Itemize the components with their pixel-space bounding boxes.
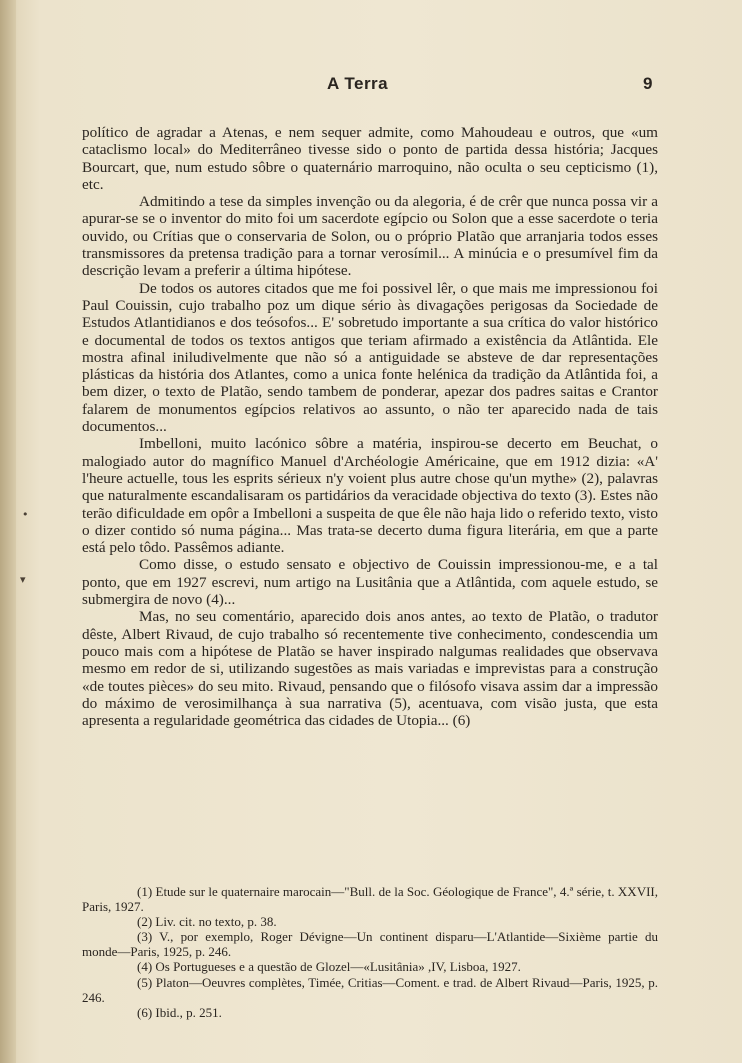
running-header: [0, 74, 742, 98]
margin-mark-icon: ▾: [20, 573, 26, 586]
page-number: 9: [643, 74, 653, 93]
margin-mark-icon: •: [22, 508, 29, 521]
footnote: (3) V., por exemplo, Roger Dévigne—Un continent disparu—L'Atlantide—Sixième partie du monde—Paris, 1925, p. 246.: [82, 929, 658, 960]
footnote: (4) Os Portugueses e a questão de Glozel—«Lusitânia» ,IV, Lisboa, 1927.: [137, 959, 521, 975]
paragraph: Admitindo a tese da simples invenção ou da alegoria, é de crêr que nunca possa vir a apurar-se se o inventor do mito foi um sacerdote egípcio ou Solon que a esse sacerdote o teria ouvido, ou Crítias que o conservaria de Solon, ou o próprio Platão que arranjaria todos esses transmissores da pretensa tradição para a tornar verosímil... A minúcia e o presumível fim da descrição levam a preferir a última hipótese.: [82, 193, 658, 280]
paragraph: Imbelloni, muito lacónico sôbre a matéria, inspirou-se decerto em Beuchat, o malogiado autor do magnífico Manuel d'Archéologie Américaine, que em 1912 dizia: «A' l'heure actuelle, tous les esprits sérieux n'y voient plus autre chose qu'un mythe» (2), palavras que naturalmente escandalisaram os partidários da veracidade objectiva do texto (3). Estes não terão dificuldade em opôr a Imbelloni a suspeita de que êle não haja lido o referido texto, visto o dizer contido só numa página... Mas trata-se decerto duma figura literária, em que a parte está pelo tôdo. Passêmos adiante.: [82, 435, 658, 557]
paragraph: Como disse, o estudo sensato e objectivo de Couissin impressionou-me, e a tal ponto, que em 1927 escrevi, num artigo na Lusitânia que a Atlântida, com aquele estudo, se submergira de novo (4)...: [82, 556, 658, 609]
footnote: (1) Etude sur le quaternaire marocain—"Bull. de la Soc. Géologique de France", 4.ª série, t. XXVII, Paris, 1927.: [82, 884, 658, 915]
running-title: A Terra: [327, 74, 389, 93]
footnote: (2) Liv. cit. no texto, p. 38.: [137, 914, 277, 930]
footnote: (5) Platon—Oeuvres complètes, Timée, Critias—Coment. e trad. de Albert Rivaud—Paris, 1925, p. 246.: [82, 974, 658, 1005]
page-binding-edge: [0, 0, 16, 1063]
main-text: [82, 124, 658, 729]
footnotes: [82, 884, 658, 1020]
paragraph: Mas, no seu comentário, aparecido dois anos antes, ao texto de Platão, o tradutor dêste, Albert Rivaud, de cujo trabalho só recentemente tive conhecimento, condescendia um pouco mais com a hipótese de Platão se haver inspirado nalgumas realidades que observava mesmo em redor de si, utilizando sugestões as mais variadas e imprevistas para a construção «de toutes pièces» do seu mito. Rivaud, pensando que o filósofo visava assim dar a impressão do máximo de verosimilhança à sua narrativa (5), acentuava, com visão justa, que esta apresenta a regularidade geométrica das cidades de Utopia... (6): [82, 608, 658, 730]
paragraph: De todos os autores citados que me foi possivel lêr, o que mais me impressionou foi Paul Couissin, cujo trabalho poz um dique sério às divagações perigosas da Sociedade de Estudos Atlantidianos e dos teósofos... E' sobretudo importante a sua crítica do valor histórico e documental de todos os textos antigos que teriam afirmado a existência da Atlântida. Ele mostra afinal iniludivelmente que não só a antiguidade se absteve de dar representações plásticas da história dos Atlantes, como a unica fonte helénica da tradição da Atlântida foi, a bem dizer, o texto de Platão, sendo tambem de ponderar, apezar dos padres saitas e Crantor falarem de monumentos egípcios relativos ao assunto, o não ter aparecido nada de tais documentos...: [82, 279, 658, 436]
paragraph: político de agradar a Atenas, e nem sequer admite, como Mahoudeau e outros, que «um cataclismo local» do Mediterrâneo tivesse sido o ponto de partida dessa história; Jacques Bourcart, que, num estudo sôbre o quaternário marroquino, não oculta o seu cepticismo (1), etc.: [82, 124, 658, 193]
footnote: (6) Ibid., p. 251.: [137, 1004, 222, 1020]
